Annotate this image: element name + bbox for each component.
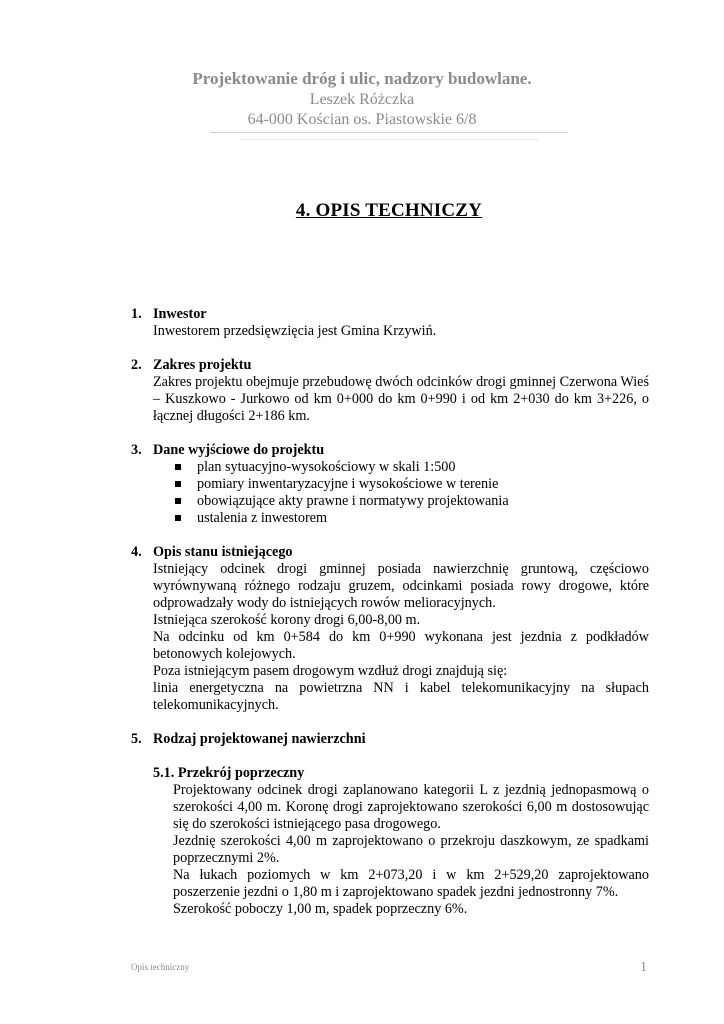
subsection-text: Jezdnię szerokości 4,00 m zaprojektowano o przekroju daszkowym, ze spadkami poprzecznymi 2%.	[173, 833, 649, 866]
subsection-text: Projektowany odcinek drogi zaplanowano kategorii L z jezdnią jednopasmową o szerokości 4,00 m. Koronę drogi zaprojektowano szerokości 6,00 m dostosowując się do szerokości istniejącego pasa drogowego.	[173, 782, 649, 832]
subsection-text: Na łukach poziomych w km 2+073,20 i w km 2+529,20 zaprojektowano poszerzenie jezdni o 1,80 m i zaprojektowano spadek jezdni jednostronny 7%.	[173, 867, 649, 900]
section-scope	[131, 357, 649, 425]
page-header	[0, 68, 724, 130]
header-divider	[210, 132, 568, 133]
square-bullet-icon	[175, 464, 181, 470]
section-input-data	[131, 442, 649, 527]
section-number: 4.	[131, 544, 142, 560]
header-address: 64-000 Kościan os. Piastowskie 6/8	[247, 111, 477, 128]
list-item: obowiązujące akty prawne i normatywy projektowania	[175, 493, 649, 510]
section-text: Zakres projektu obejmuje przebudowę dwóch odcinków drogi gminnej Czerwona Wieś – Kuszkowo - Jurkowo od km 0+000 do km 0+990 i od km 2+030 do km 3+226, o łącznej długości 2+186 km.	[153, 374, 649, 424]
square-bullet-icon	[175, 481, 181, 487]
section-text: Na odcinku od km 0+584 do km 0+990 wykonana jest jezdnia z podkładów betonowych kolejowych.	[153, 629, 649, 662]
section-number: 1.	[131, 306, 142, 322]
document-title: 4. OPIS TECHNICZY	[295, 200, 483, 221]
section-heading: Dane wyjściowe do projektu	[153, 442, 325, 458]
list-item: pomiary inwentaryzacyjne i wysokościowe w terenie	[175, 476, 649, 493]
section-heading: Opis stanu istniejącego	[153, 544, 293, 560]
section-text: Poza istniejącym pasem drogowym wzdłuż drogi znajdują się:	[153, 663, 508, 679]
section-text: Inwestorem przedsięwzięcia jest Gmina Krzywiń.	[153, 323, 437, 339]
header-divider-secondary	[240, 139, 538, 140]
section-number: 2.	[131, 357, 142, 373]
section-number: 3.	[131, 442, 142, 458]
section-heading: Zakres projektu	[153, 357, 252, 373]
section-text: Istniejący odcinek drogi gminnej posiada nawierzchnię gruntową, częściowo wyrównywaną różnego rodzaju gruzem, odcinkami posiada rowy drogowe, które odprowadzały wody do istniejących rowów melioracyjnych.	[153, 561, 649, 611]
document-body	[131, 306, 649, 918]
section-investor	[131, 306, 649, 340]
page-number: 1	[640, 960, 647, 975]
section-text: linia energetyczna na powietrzna NN i kabel telekomunikacyjny na słupach telekomunikacyjnych.	[153, 680, 649, 713]
section-text: Istniejąca szerokość korony drogi 6,00-8,00 m.	[153, 612, 421, 628]
square-bullet-icon	[175, 515, 181, 521]
section-number: 5.	[131, 731, 142, 747]
section-surface-type	[131, 731, 649, 918]
header-name: Leszek Różczka	[309, 91, 415, 108]
subsection-text: Szerokość poboczy 1,00 m, spadek poprzeczny 6%.	[173, 901, 468, 917]
section-heading: Inwestor	[153, 306, 207, 322]
square-bullet-icon	[175, 498, 181, 504]
section-heading: Rodzaj projektowanej nawierzchni	[153, 731, 366, 747]
subsection-cross-section	[153, 765, 649, 918]
section-existing-state	[131, 544, 649, 714]
footer-label: Opis techniczny	[131, 962, 190, 972]
list-item: ustalenia z inwestorem	[175, 510, 649, 527]
header-company: Projektowanie dróg i ulic, nadzory budowlane.	[192, 69, 532, 88]
list-item: plan sytuacyjno-wysokościowy w skali 1:500	[175, 459, 649, 476]
subsection-heading: 5.1. Przekrój poprzeczny	[153, 765, 305, 781]
bullet-list	[153, 459, 649, 527]
